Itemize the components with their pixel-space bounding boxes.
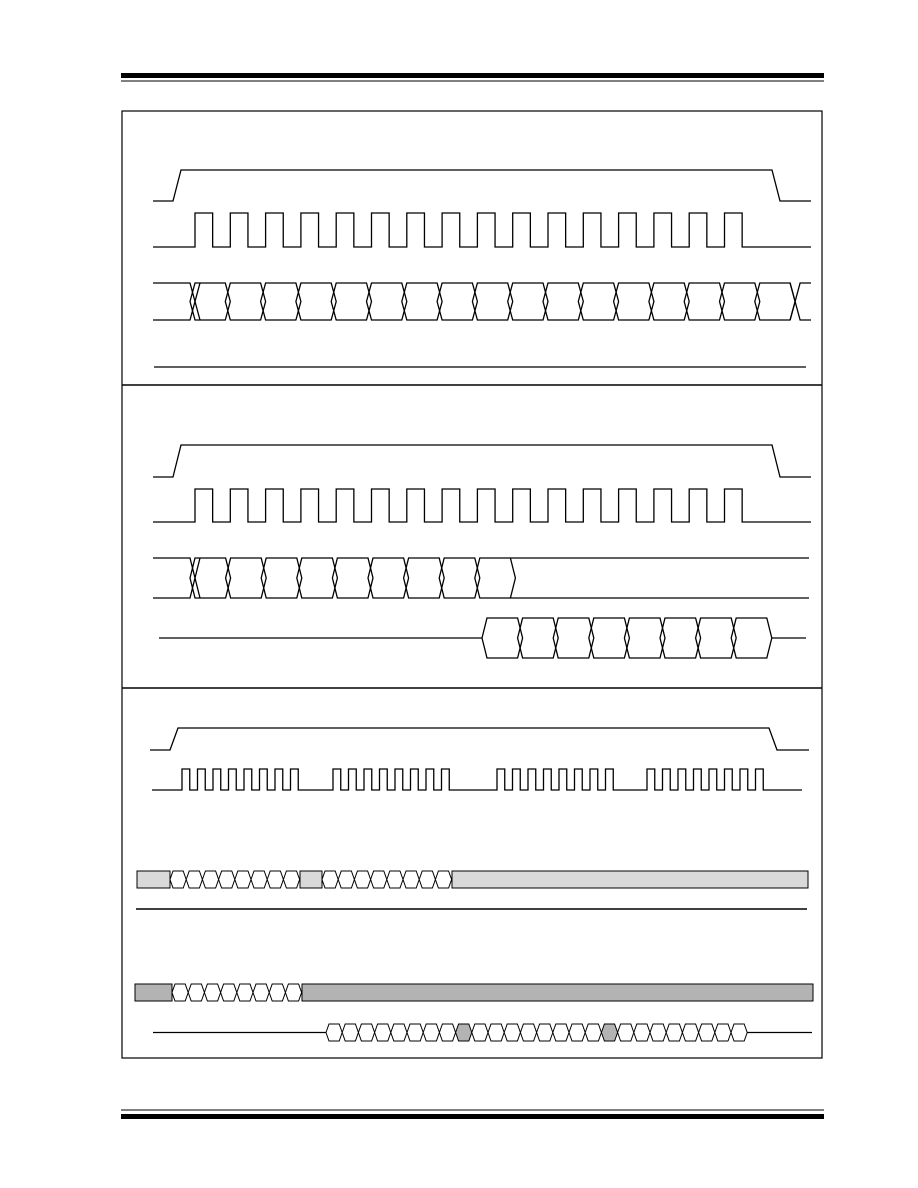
bus-data-cell xyxy=(618,1024,634,1041)
bus-data-cell xyxy=(267,871,283,888)
bus-data-cell xyxy=(553,1024,569,1041)
panel-1-waveforms xyxy=(153,170,811,367)
panel-2-waveforms xyxy=(153,445,811,658)
bus-data-cell xyxy=(221,984,237,1001)
bus-data-cell xyxy=(472,1024,488,1041)
bus-data-cell xyxy=(585,1024,601,1041)
bus-data-cell xyxy=(543,283,583,320)
bus-data-cell xyxy=(387,871,403,888)
bus-data-cell xyxy=(715,1024,731,1041)
bus-data-cell xyxy=(190,558,231,598)
bus-data-cell xyxy=(437,283,477,320)
bus-data-cell xyxy=(338,871,354,888)
bus-data-cell xyxy=(731,1024,747,1041)
bus-waveform xyxy=(153,283,811,320)
bus-data-cell xyxy=(326,1024,342,1041)
bus-data-cell xyxy=(589,618,630,658)
bus-data-cell xyxy=(285,984,301,1001)
bus-data-cell xyxy=(684,283,724,320)
bus-data-cell xyxy=(518,618,559,658)
bus-waveform-out xyxy=(159,618,806,658)
bus-data-cell xyxy=(720,283,760,320)
bus-data-cell xyxy=(186,871,202,888)
bus-data-cell xyxy=(225,283,265,320)
bus-data-cell xyxy=(682,1024,698,1041)
bus-data-cell xyxy=(367,283,407,320)
bus-data-cell xyxy=(253,984,269,1001)
bus-data-cell xyxy=(342,1024,358,1041)
bus-data-cell xyxy=(261,558,302,598)
select-waveform xyxy=(153,445,811,477)
bus-data-cell xyxy=(261,283,301,320)
bus-waveform xyxy=(153,558,809,598)
bus-data-cell xyxy=(331,283,371,320)
clock-waveform xyxy=(153,213,811,247)
shaded-cell xyxy=(601,1024,617,1041)
bus-data-cell xyxy=(368,558,409,598)
bus-data-cell xyxy=(202,871,218,888)
bus-data-cell xyxy=(435,871,451,888)
bus-data-cell xyxy=(322,871,338,888)
bus-data-cell xyxy=(699,1024,715,1041)
bus-data-cell xyxy=(520,1024,536,1041)
bus-data-cell xyxy=(235,871,251,888)
select-waveform xyxy=(153,170,811,201)
bus-data-cell xyxy=(402,283,442,320)
bus-data-cell xyxy=(297,558,338,598)
bus-data-cell xyxy=(634,1024,650,1041)
bus-data-cell xyxy=(296,283,336,320)
bus-data-cell xyxy=(269,984,285,1001)
shaded-segment xyxy=(300,871,322,888)
shaded-cell xyxy=(456,1024,472,1041)
bus-data-cell xyxy=(170,871,186,888)
top-rule-thick xyxy=(121,73,824,78)
bus-data-cell xyxy=(332,558,373,598)
bus-row-b xyxy=(135,984,813,1001)
bus-row-c xyxy=(153,1024,812,1041)
bus-data-cell xyxy=(660,618,701,658)
bus-row-a xyxy=(137,871,808,888)
clock-waveform xyxy=(153,489,811,522)
select-waveform xyxy=(150,728,809,750)
bus-data-cell xyxy=(569,1024,585,1041)
bus-data-cell xyxy=(439,558,480,598)
bus-data-cell xyxy=(423,1024,439,1041)
bus-tail-bottom xyxy=(790,283,811,320)
bus-data-cell xyxy=(553,618,594,658)
bus-data-cell xyxy=(696,618,737,658)
bus-data-cell xyxy=(624,618,665,658)
bus-data-cell xyxy=(375,1024,391,1041)
shaded-segment xyxy=(302,984,813,1001)
bus-data-cell xyxy=(190,283,230,320)
bus-data-cell xyxy=(219,871,235,888)
bus-data-cell xyxy=(172,984,188,1001)
bus-data-cell xyxy=(204,984,220,1001)
bus-data-cell xyxy=(488,1024,504,1041)
bus-data-cell xyxy=(354,871,370,888)
bus-data-cell xyxy=(419,871,435,888)
bus-data-cell xyxy=(407,1024,423,1041)
bus-data-cell xyxy=(650,1024,666,1041)
bus-data-cell xyxy=(371,871,387,888)
bus-data-cell xyxy=(188,984,204,1001)
bus-data-cell xyxy=(666,1024,682,1041)
bus-data-cell xyxy=(578,283,618,320)
bus-data-cell xyxy=(614,283,654,320)
bus-data-cell xyxy=(755,283,795,320)
bus-data-cell xyxy=(504,1024,520,1041)
bus-data-cell xyxy=(283,871,299,888)
bus-data-cell xyxy=(537,1024,553,1041)
bus-data-cell xyxy=(649,283,689,320)
bus-data-cell xyxy=(358,1024,374,1041)
panel-3-waveforms xyxy=(135,728,813,1041)
bus-data-cell xyxy=(472,283,512,320)
bottom-rule-thick xyxy=(121,1114,824,1119)
bus-data-cell xyxy=(731,618,772,658)
bus-data-cell xyxy=(226,558,267,598)
bus-data-cell xyxy=(475,558,516,598)
bus-data-cell xyxy=(404,558,445,598)
bus-data-cell xyxy=(251,871,267,888)
bus-data-cell xyxy=(508,283,548,320)
bus-data-cell xyxy=(482,618,523,658)
bus-data-cell xyxy=(237,984,253,1001)
burst-clock-waveform xyxy=(152,769,802,790)
bus-data-cell xyxy=(403,871,419,888)
shaded-segment xyxy=(137,871,170,888)
bus-data-cell xyxy=(439,1024,455,1041)
shaded-segment xyxy=(135,984,172,1001)
shaded-segment xyxy=(452,871,808,888)
bus-tail-top xyxy=(790,283,811,320)
bus-data-cell xyxy=(391,1024,407,1041)
